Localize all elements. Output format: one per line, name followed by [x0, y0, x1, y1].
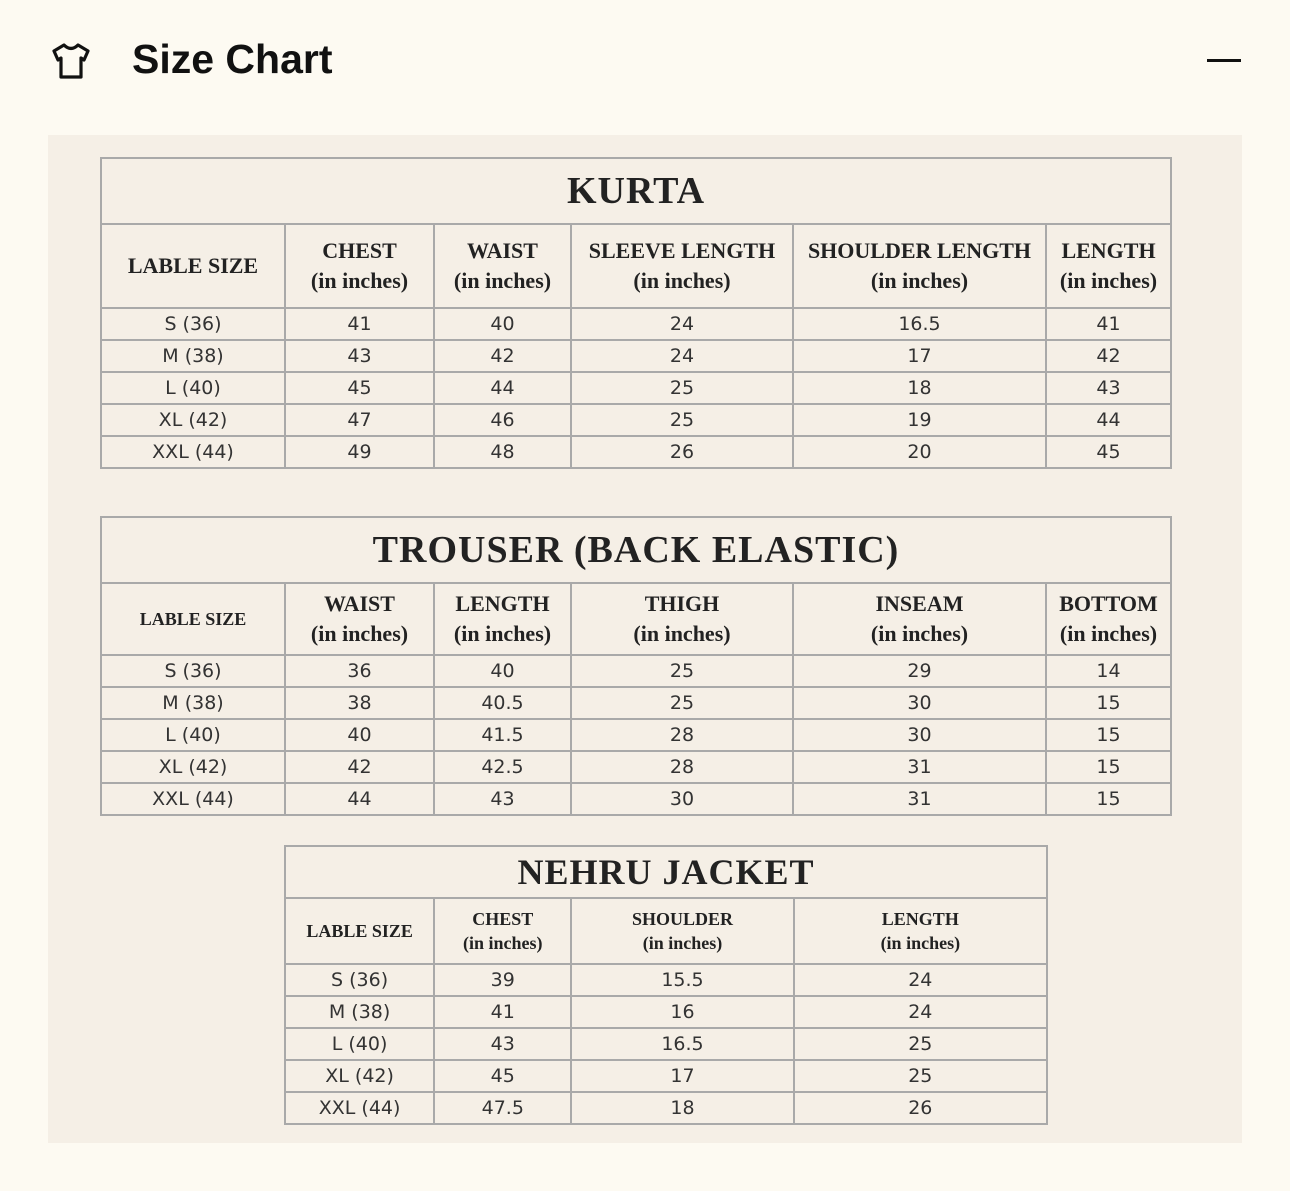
- nehru-table-cell: 24: [794, 996, 1047, 1028]
- nehru-title: NEHRU JACKET: [285, 846, 1047, 898]
- trouser-table-row: [101, 687, 1171, 719]
- kurta-table-row: [101, 308, 1171, 340]
- kurta-table-cell: 42: [434, 340, 571, 372]
- kurta-table-row: [101, 404, 1171, 436]
- nehru-header-length: LENGTH (in inches): [794, 898, 1047, 964]
- trouser-table-row: [101, 655, 1171, 687]
- trouser-table-cell: 30: [793, 719, 1046, 751]
- nehru-table-cell: 25: [794, 1060, 1047, 1092]
- trouser-table-row: [101, 751, 1171, 783]
- trouser-header-label-size: LABLE SIZE: [101, 583, 285, 655]
- trouser-table-cell: 28: [571, 751, 793, 783]
- kurta-table-cell: S (36): [101, 308, 285, 340]
- kurta-table-cell: 42: [1046, 340, 1171, 372]
- kurta-table-cell: 41: [285, 308, 434, 340]
- kurta-header-length: LENGTH (in inches): [1046, 224, 1171, 308]
- kurta-table-cell: 45: [285, 372, 434, 404]
- kurta-header-waist: WAIST (in inches): [434, 224, 571, 308]
- trouser-title: TROUSER (BACK ELASTIC): [101, 517, 1171, 583]
- kurta-table-cell: 40: [434, 308, 571, 340]
- trouser-table-cell: 29: [793, 655, 1046, 687]
- trouser-table-cell: 31: [793, 783, 1046, 815]
- nehru-table-cell: 15.5: [571, 964, 793, 996]
- nehru-table-cell: M (38): [285, 996, 434, 1028]
- size-chart-image: [48, 135, 1242, 1143]
- trouser-header-bottom: BOTTOM (in inches): [1046, 583, 1171, 655]
- trouser-table-cell: 25: [571, 687, 793, 719]
- kurta-table-row: [101, 436, 1171, 468]
- nehru-header-label-size: LABLE SIZE: [285, 898, 434, 964]
- trouser-table-cell: 15: [1046, 751, 1171, 783]
- trouser-table-cell: M (38): [101, 687, 285, 719]
- trouser-table-cell: 14: [1046, 655, 1171, 687]
- trouser-table-cell: 30: [571, 783, 793, 815]
- kurta-table-cell: 24: [571, 340, 793, 372]
- kurta-table-cell: XXL (44): [101, 436, 285, 468]
- shirt-icon: [50, 42, 92, 80]
- kurta-table-cell: XL (42): [101, 404, 285, 436]
- kurta-table-row: [101, 340, 1171, 372]
- kurta-table-cell: 46: [434, 404, 571, 436]
- nehru-table-cell: XXL (44): [285, 1092, 434, 1124]
- trouser-table-cell: 28: [571, 719, 793, 751]
- kurta-table-cell: 47: [285, 404, 434, 436]
- kurta-table-cell: 45: [1046, 436, 1171, 468]
- kurta-table-cell: 26: [571, 436, 793, 468]
- minus-icon: [1207, 59, 1241, 62]
- nehru-table-cell: 41: [434, 996, 571, 1028]
- nehru-table-cell: 25: [794, 1028, 1047, 1060]
- nehru-table-row: [285, 996, 1047, 1028]
- nehru-table-cell: 24: [794, 964, 1047, 996]
- nehru-table-row: [285, 1028, 1047, 1060]
- kurta-title: KURTA: [101, 158, 1171, 224]
- trouser-table-cell: XL (42): [101, 751, 285, 783]
- collapse-button[interactable]: [1205, 45, 1245, 75]
- nehru-header-shoulder: SHOULDER (in inches): [571, 898, 793, 964]
- nehru-table-cell: S (36): [285, 964, 434, 996]
- trouser-table-row: [101, 719, 1171, 751]
- kurta-table-cell: 25: [571, 372, 793, 404]
- kurta-table-cell: 16.5: [793, 308, 1046, 340]
- nehru-table-cell: 17: [571, 1060, 793, 1092]
- kurta-table-cell: 24: [571, 308, 793, 340]
- nehru-table-cell: L (40): [285, 1028, 434, 1060]
- nehru-table-cell: 43: [434, 1028, 571, 1060]
- trouser-table-cell: 30: [793, 687, 1046, 719]
- kurta-table-cell: 43: [1046, 372, 1171, 404]
- kurta-table-cell: 20: [793, 436, 1046, 468]
- trouser-table-cell: 15: [1046, 783, 1171, 815]
- nehru-table-cell: 18: [571, 1092, 793, 1124]
- kurta-table-cell: 18: [793, 372, 1046, 404]
- kurta-table-cell: 17: [793, 340, 1046, 372]
- kurta-table-cell: 19: [793, 404, 1046, 436]
- nehru-table-cell: 45: [434, 1060, 571, 1092]
- kurta-table-row: [101, 372, 1171, 404]
- page-title: Size Chart: [132, 36, 333, 82]
- kurta-table-cell: 25: [571, 404, 793, 436]
- trouser-table-cell: 31: [793, 751, 1046, 783]
- trouser-table-cell: 41.5: [434, 719, 571, 751]
- nehru-table-row: [285, 1092, 1047, 1124]
- nehru-table-cell: 47.5: [434, 1092, 571, 1124]
- trouser-table-cell: 42.5: [434, 751, 571, 783]
- trouser-table-cell: 44: [285, 783, 434, 815]
- trouser-table-cell: 15: [1046, 719, 1171, 751]
- kurta-table-cell: 44: [434, 372, 571, 404]
- nehru-jacket-table: [284, 845, 1048, 1125]
- trouser-table-cell: 36: [285, 655, 434, 687]
- kurta-table-cell: 49: [285, 436, 434, 468]
- trouser-header-waist: WAIST (in inches): [285, 583, 434, 655]
- trouser-table-cell: XXL (44): [101, 783, 285, 815]
- trouser-table-row: [101, 783, 1171, 815]
- size-chart-header[interactable]: [0, 0, 1290, 120]
- kurta-table-cell: 48: [434, 436, 571, 468]
- kurta-table-cell: 44: [1046, 404, 1171, 436]
- nehru-table-cell: XL (42): [285, 1060, 434, 1092]
- nehru-table-cell: 39: [434, 964, 571, 996]
- trouser-table-cell: 40: [434, 655, 571, 687]
- trouser-header-length: LENGTH (in inches): [434, 583, 571, 655]
- trouser-table-cell: 43: [434, 783, 571, 815]
- kurta-table-cell: 41: [1046, 308, 1171, 340]
- kurta-header-chest: CHEST (in inches): [285, 224, 434, 308]
- trouser-table-cell: 25: [571, 655, 793, 687]
- kurta-header-sleeve-length: SLEEVE LENGTH (in inches): [571, 224, 793, 308]
- kurta-header-label-size: LABLE SIZE: [101, 224, 285, 308]
- nehru-table-row: [285, 964, 1047, 996]
- nehru-header-chest: CHEST (in inches): [434, 898, 571, 964]
- nehru-table-cell: 16: [571, 996, 793, 1028]
- trouser-table-cell: L (40): [101, 719, 285, 751]
- kurta-table: [100, 157, 1172, 469]
- trouser-table: [100, 516, 1172, 816]
- trouser-table-cell: 42: [285, 751, 434, 783]
- kurta-table-cell: L (40): [101, 372, 285, 404]
- nehru-table-cell: 26: [794, 1092, 1047, 1124]
- trouser-header-inseam: INSEAM (in inches): [793, 583, 1046, 655]
- trouser-table-cell: S (36): [101, 655, 285, 687]
- trouser-table-cell: 15: [1046, 687, 1171, 719]
- trouser-table-cell: 40: [285, 719, 434, 751]
- kurta-table-cell: 43: [285, 340, 434, 372]
- trouser-table-cell: 40.5: [434, 687, 571, 719]
- kurta-header-shoulder-length: SHOULDER LENGTH (in inches): [793, 224, 1046, 308]
- nehru-table-row: [285, 1060, 1047, 1092]
- kurta-table-cell: M (38): [101, 340, 285, 372]
- trouser-table-cell: 38: [285, 687, 434, 719]
- trouser-header-thigh: THIGH (in inches): [571, 583, 793, 655]
- nehru-table-cell: 16.5: [571, 1028, 793, 1060]
